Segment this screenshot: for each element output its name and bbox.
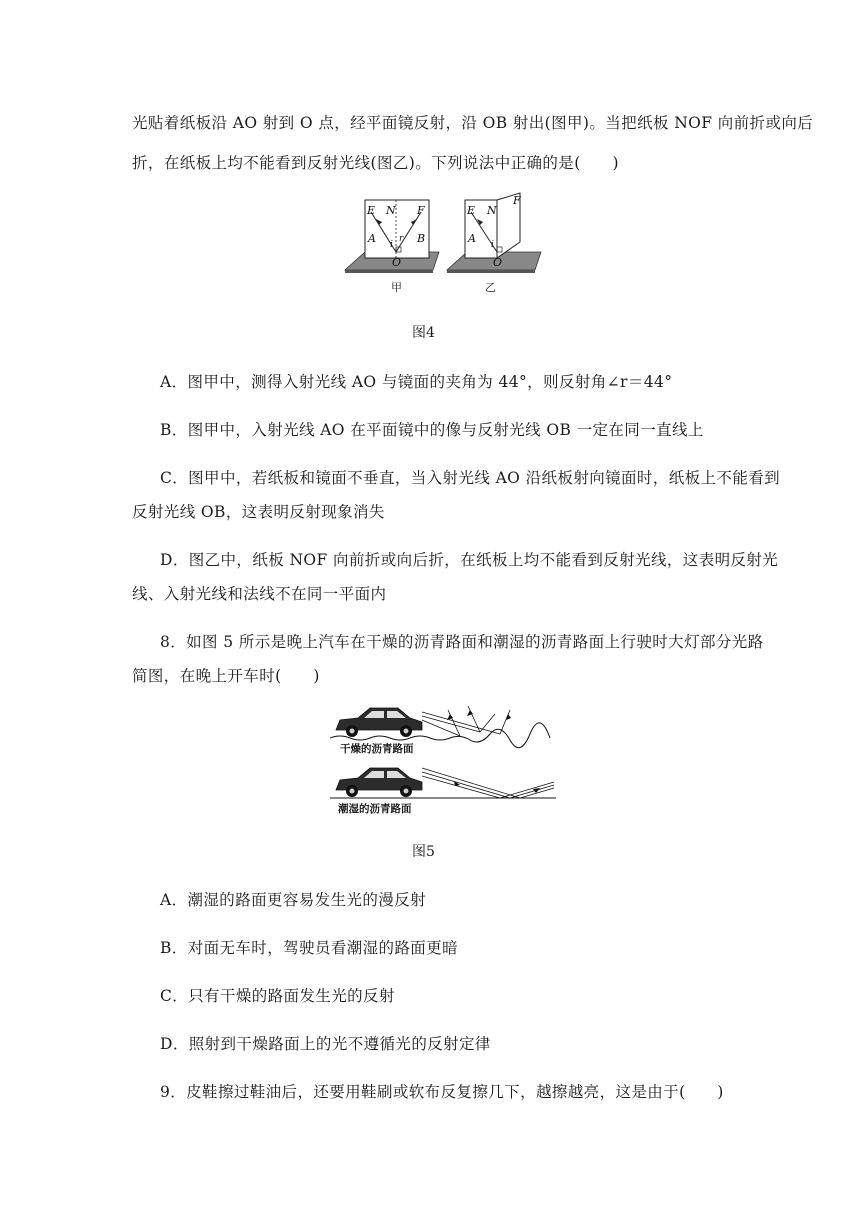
label-n-jia: N — [386, 204, 396, 217]
label-n-yi: N — [487, 204, 497, 217]
label-i-jia: i — [390, 240, 393, 250]
label-a-jia: A — [368, 232, 376, 245]
figure-5-caption: 图5 — [412, 844, 435, 860]
label-i-yi: i — [491, 240, 494, 250]
figure-5-car-headlights-diagram — [330, 700, 560, 820]
q8-stem-line2: 简图，在晚上开车时( ) — [132, 667, 320, 685]
figure-label-yi: 乙 — [485, 281, 496, 294]
car-wet-road — [336, 768, 422, 797]
label-a-yi: A — [468, 232, 476, 245]
q8-option-b: B．对面无车时，驾驶员看潮湿的路面更暗 — [160, 939, 458, 957]
label-b-jia: B — [417, 232, 426, 245]
label-o-yi: O — [493, 256, 503, 269]
q9-stem-line1: 9．皮鞋擦过鞋油后，还要用鞋刷或软布反复擦几下，越擦越亮，这是由于( ) — [160, 1083, 724, 1101]
q7-option-c-line2: 反射光线 OB，这表明反射现象消失 — [132, 503, 385, 521]
label-e-yi: E — [467, 204, 476, 217]
figure-4-mirror-diagram — [335, 190, 555, 300]
label-wet-road: 潮湿的沥青路面 — [338, 803, 412, 815]
q8-option-d: D．照射到干燥路面上的光不遵循光的反射定律 — [160, 1035, 491, 1053]
car-dry-road — [336, 708, 422, 737]
label-r-jia: r — [399, 234, 404, 244]
q7-stem-line1: 光贴着纸板沿 AO 射到 O 点，经平面镜反射，沿 OB 射出(图甲)。当把纸板 NOF 向前折或向后 — [132, 114, 814, 132]
label-f-jia: F — [417, 204, 425, 217]
q7-option-b: B．图甲中，入射光线 AO 在平面镜中的像与反射光线 OB 一定在同一直线上 — [160, 421, 704, 439]
q7-option-c-line1: C．图甲中，若纸板和镜面不垂直，当入射光线 AO 沿纸板射向镜面时，纸板上不能看到 — [160, 469, 781, 487]
label-dry-road: 干燥的沥青路面 — [340, 743, 414, 755]
q7-option-d-line1: D．图乙中，纸板 NOF 向前折或向后折，在纸板上均不能看到反射光线，这表明反射光 — [160, 551, 779, 569]
q7-option-d-line2: 线、入射光线和法线不在同一平面内 — [132, 585, 387, 603]
q7-option-a: A．图甲中，测得入射光线 AO 与镜面的夹角为 44°，则反射角∠r＝44° — [160, 373, 673, 391]
q7-stem-line2: 折，在纸板上均不能看到反射光线(图乙)。下列说法中正确的是( ) — [132, 154, 619, 172]
figure-4-caption: 图4 — [412, 325, 435, 341]
figure-label-jia: 甲 — [391, 281, 402, 294]
q8-option-a: A．潮湿的路面更容易发生光的漫反射 — [160, 891, 426, 909]
q8-stem-line1: 8．如图 5 所示是晚上汽车在干燥的沥青路面和潮湿的沥青路面上行驶时大灯部分光路 — [160, 633, 764, 651]
label-e-jia: E — [367, 204, 376, 217]
label-f-yi: F — [513, 194, 521, 207]
label-o-jia: O — [392, 256, 402, 269]
q8-option-c: C．只有干燥的路面发生光的反射 — [160, 987, 395, 1005]
